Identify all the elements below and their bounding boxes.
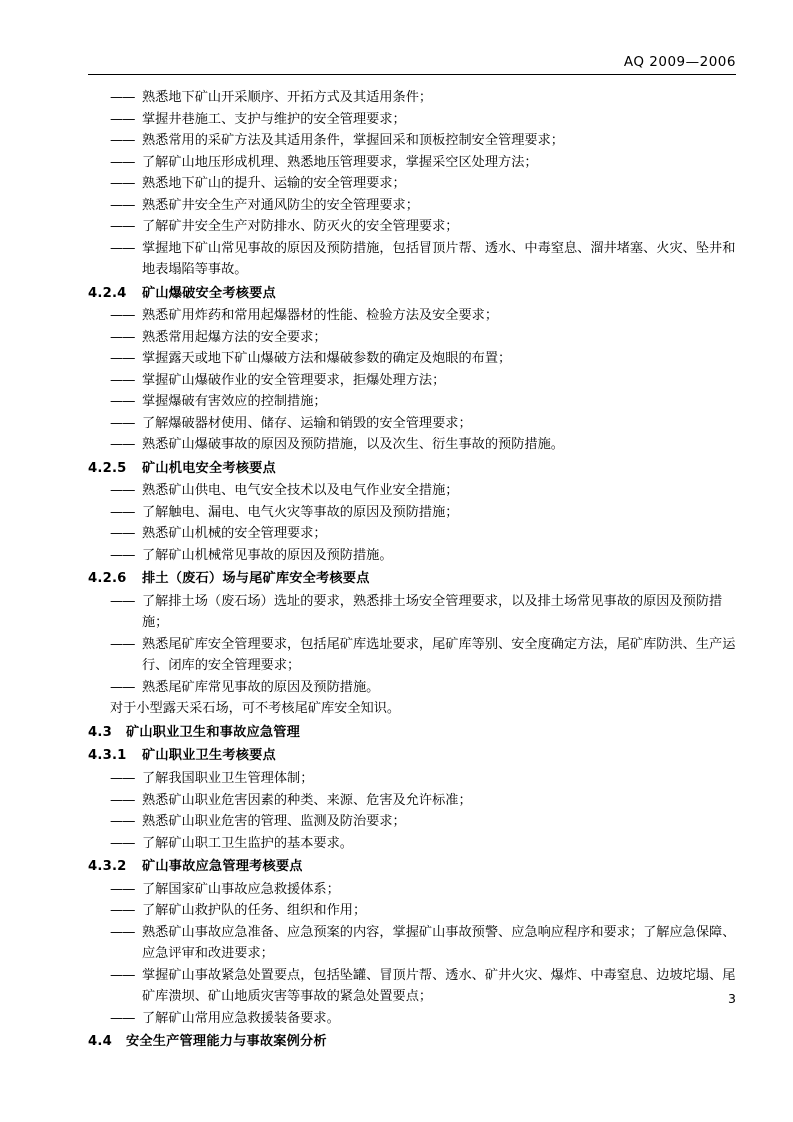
dash-list [88, 87, 736, 281]
list-item [88, 922, 736, 965]
dash-marker-icon: —— [110, 835, 135, 851]
dash-marker-icon: —— [110, 770, 135, 786]
list-item-text: 熟悉常用起爆方法的安全要求； [142, 329, 327, 345]
list-item-text: 熟悉尾矿库常见事故的原因及预防措施。 [142, 679, 380, 695]
section-number: 4.3 [88, 724, 112, 740]
list-item [88, 348, 736, 370]
list-item-text: 了解国家矿山事故应急救援体系； [142, 881, 340, 897]
list-item-text: 熟悉常用的采矿方法及其适用条件，掌握回采和顶板控制安全管理要求； [142, 133, 564, 149]
dash-list [88, 305, 736, 456]
dash-marker-icon: —— [110, 329, 135, 345]
list-item-text: 熟悉矿山机械的安全管理要求； [142, 526, 327, 542]
list-item-text: 熟悉尾矿库安全管理要求，包括尾矿库选址要求，尾矿库等别、安全度确定方法，尾矿库防洪、生产运行、闭库的安全管理要求； [142, 636, 736, 674]
dash-marker-icon: —— [110, 593, 135, 609]
list-item-text: 熟悉矿山事故应急准备、应急预案的内容，掌握矿山事故预警、应急响应程序和要求；了解应急保障、应急评审和改进要求； [142, 924, 736, 962]
list-item-text: 掌握露天或地下矿山爆破方法和爆破参数的确定及炮眼的布置； [142, 351, 512, 367]
dash-marker-icon: —— [110, 197, 135, 213]
list-item [88, 879, 736, 901]
dash-marker-icon: —— [110, 133, 135, 149]
dash-marker-icon: —— [110, 154, 135, 170]
list-item [88, 238, 736, 281]
list-item [88, 130, 736, 152]
section-title: 矿山爆破安全考核要点 [142, 285, 276, 301]
list-item [88, 634, 736, 677]
list-item [88, 413, 736, 435]
dash-marker-icon: —— [110, 90, 135, 105]
section-number: 4.4 [88, 1034, 112, 1050]
dash-marker-icon: —— [110, 967, 135, 983]
section-number: 4.2.4 [88, 285, 127, 301]
dash-marker-icon: —— [110, 437, 135, 453]
list-item-text: 了解爆破器材使用、储存、运输和销毁的安全管理要求； [142, 415, 472, 431]
list-item [88, 591, 736, 634]
dash-marker-icon: —— [110, 814, 135, 830]
dash-marker-icon: —— [110, 483, 135, 499]
list-item [88, 87, 736, 109]
page-number: 3 [728, 991, 736, 1006]
dash-list [88, 879, 736, 1030]
list-item [88, 391, 736, 413]
list-item-text: 了解触电、漏电、电气火灾等事故的原因及预防措施； [142, 504, 459, 520]
standard-code: AQ 2009—2006 [623, 54, 736, 70]
list-item-text: 了解矿山常用应急救援装备要求。 [142, 1010, 340, 1026]
list-item-text: 掌握井巷施工、支护与维护的安全管理要求； [142, 111, 406, 127]
list-item-text: 了解矿山地压形成机理、熟悉地压管理要求，掌握采空区处理方法； [142, 154, 538, 170]
dash-marker-icon: —— [110, 636, 135, 652]
dash-marker-icon: —— [110, 351, 135, 367]
list-item [88, 173, 736, 195]
list-item [88, 502, 736, 524]
list-item-text: 熟悉矿山供电、电气安全技术以及电气作业安全措施； [142, 483, 459, 499]
list-item-text: 熟悉矿用炸药和常用起爆器材的性能、检验方法及安全要求； [142, 308, 499, 324]
list-item [88, 790, 736, 812]
dash-marker-icon: —— [110, 924, 135, 940]
list-item [88, 109, 736, 131]
section-number: 4.3.1 [88, 748, 127, 764]
section-heading [88, 568, 736, 590]
page-header [88, 54, 736, 75]
section-number: 4.2.6 [88, 571, 127, 587]
list-item-text: 了解矿山职工卫生监护的基本要求。 [142, 835, 353, 851]
body-paragraph: 对于小型露天采石场，可不考核尾矿库安全知识。 [110, 701, 401, 717]
list-item-text: 熟悉矿山职业危害因素的种类、来源、危害及允许标准； [142, 792, 472, 808]
list-item [88, 900, 736, 922]
section-title: 安全生产管理能力与事故案例分析 [126, 1034, 327, 1050]
section-title: 矿山机电安全考核要点 [142, 460, 276, 476]
list-item [88, 1008, 736, 1030]
list-item [88, 370, 736, 392]
dash-marker-icon: —— [110, 372, 135, 388]
dash-marker-icon: —— [110, 219, 135, 235]
list-item [88, 677, 736, 699]
dash-marker-icon: —— [110, 504, 135, 520]
list-item [88, 434, 736, 456]
list-item-text: 了解矿山机械常见事故的原因及预防措施。 [142, 547, 393, 563]
list-item-text: 掌握矿山爆破作业的安全管理要求，拒爆处理方法； [142, 372, 446, 388]
list-item-text: 掌握矿山事故紧急处置要点，包括坠罐、冒顶片帮、透水、矿井火灾、爆炸、中毒窒息、边坡坨塌、尾矿库溃坝、矿山地质灾害等事故的紧急处置要点； [142, 967, 736, 1005]
list-item [88, 152, 736, 174]
dash-marker-icon: —— [110, 308, 135, 324]
list-item [88, 965, 736, 1008]
dash-marker-icon: —— [110, 240, 135, 256]
list-item-text: 熟悉矿山爆破事故的原因及预防措施，以及次生、衍生事故的预防措施。 [142, 437, 564, 453]
list-item [88, 216, 736, 238]
dash-marker-icon: —— [110, 547, 135, 563]
dash-list [88, 591, 736, 699]
dash-list [88, 480, 736, 566]
list-item-text: 熟悉地下矿山开采顺序、开拓方式及其适用条件； [142, 90, 433, 105]
list-item [88, 768, 736, 790]
list-item-text: 了解排土场（废石场）选址的要求，熟悉排土场安全管理要求，以及排土场常见事故的原因及预防措施； [142, 593, 723, 631]
section-title: 排土（废石）场与尾矿库安全考核要点 [142, 571, 370, 587]
section-title: 矿山事故应急管理考核要点 [142, 859, 303, 875]
list-item-text: 了解矿井安全生产对防排水、防灭火的安全管理要求； [142, 219, 459, 235]
dash-marker-icon: —— [110, 526, 135, 542]
list-item [88, 545, 736, 567]
section-heading [88, 856, 736, 878]
list-item-text: 掌握地下矿山常见事故的原因及预防措施，包括冒顶片帮、透水、中毒窒息、溜井堵塞、火灾、坠井和地表塌陷等事故。 [142, 240, 736, 278]
list-item [88, 327, 736, 349]
list-item [88, 833, 736, 855]
dash-marker-icon: —— [110, 881, 135, 897]
dash-marker-icon: —— [110, 394, 135, 410]
section-title: 矿山职业卫生考核要点 [142, 748, 276, 764]
section-number: 4.2.5 [88, 460, 127, 476]
dash-marker-icon: —— [110, 679, 135, 695]
list-item-text: 熟悉矿井安全生产对通风防尘的安全管理要求； [142, 197, 419, 213]
section-number: 4.3.2 [88, 859, 127, 875]
document-body [88, 87, 736, 1053]
list-item [88, 811, 736, 833]
section-heading [88, 458, 736, 480]
dash-marker-icon: —— [110, 415, 135, 431]
list-item-text: 了解矿山救护队的任务、组织和作用； [142, 903, 367, 919]
list-item [88, 480, 736, 502]
dash-marker-icon: —— [110, 176, 135, 192]
list-item [88, 305, 736, 327]
section-heading [88, 745, 736, 767]
section-title: 矿山职业卫生和事故应急管理 [126, 724, 301, 740]
list-item-text: 了解我国职业卫生管理体制； [142, 770, 314, 786]
page-content [88, 54, 736, 1054]
dash-marker-icon: —— [110, 903, 135, 919]
list-item [88, 523, 736, 545]
list-item-text: 掌握爆破有害效应的控制措施； [142, 394, 327, 410]
list-item [88, 195, 736, 217]
dash-marker-icon: —— [110, 111, 135, 127]
section-heading [88, 283, 736, 305]
section-heading [88, 722, 736, 744]
list-item-text: 熟悉矿山职业危害的管理、监测及防治要求； [142, 814, 406, 830]
dash-list [88, 768, 736, 854]
section-heading [88, 1031, 736, 1053]
dash-marker-icon: —— [110, 792, 135, 808]
dash-marker-icon: —— [110, 1010, 135, 1026]
list-item-text: 熟悉地下矿山的提升、运输的安全管理要求； [142, 176, 406, 192]
